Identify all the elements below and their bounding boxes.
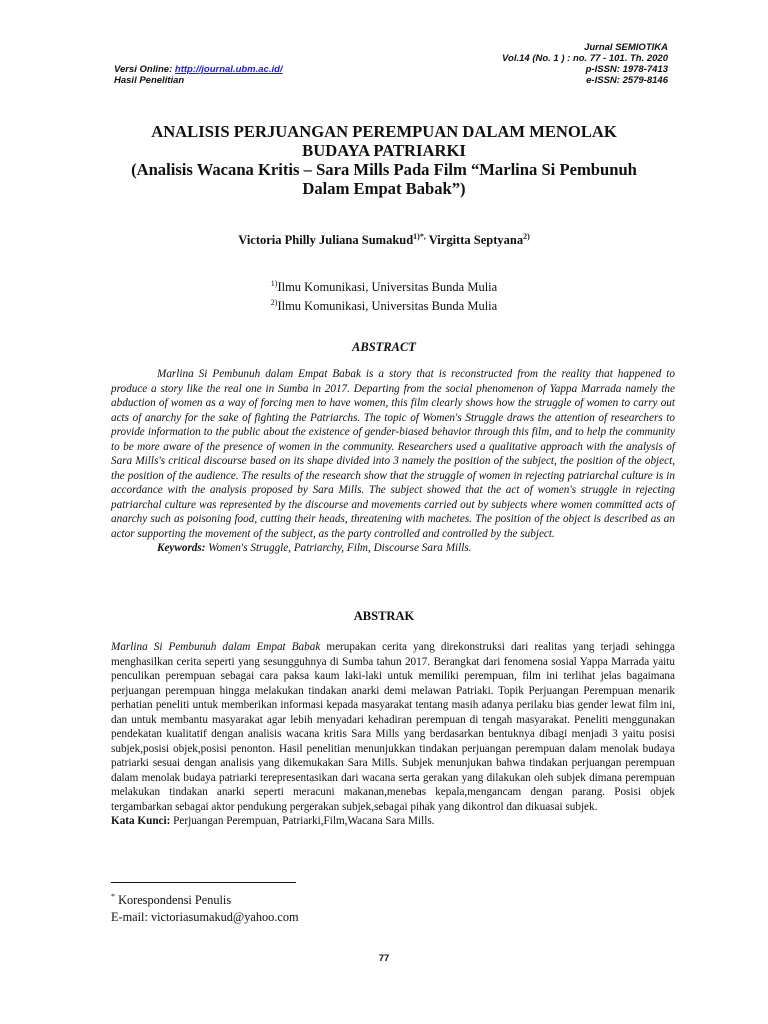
footnote-email: E-mail: victoriasumakud@yahoo.com — [111, 910, 299, 925]
abstract-heading: ABSTRACT — [352, 340, 416, 354]
keywords-label: Keywords: — [157, 542, 206, 554]
article-category: Hasil Penelitian — [114, 75, 185, 86]
abstract-keywords — [111, 541, 675, 556]
page-number: 77 — [378, 953, 390, 964]
journal-volume: Vol.14 (No. 1 ) : no. 77 - 101. Th. 2020 — [502, 53, 668, 64]
author-1-marker: 1)*, — [413, 232, 426, 241]
abstrak-keywords — [111, 814, 675, 829]
affiliation-2 — [100, 295, 668, 314]
keywords-text: Women's Struggle, Patriarchy, Film, Discourse Sara Mills. — [205, 542, 472, 554]
affiliation-list — [100, 276, 668, 314]
abstrak-section — [111, 640, 675, 829]
abstrak-heading: ABSTRAK — [353, 609, 415, 623]
journal-eissn: e-ISSN: 2579-8146 — [586, 75, 668, 86]
author-list — [100, 232, 668, 248]
title-line-2: BUDAYA PATRIARKI — [302, 141, 466, 160]
title-line-1: ANALISIS PERJUANGAN PEREMPUAN DALAM MENOLAK — [151, 122, 617, 141]
kata-kunci-text: Perjuangan Perempuan, Patriarki,Film,Wacana Sara Mills. — [170, 815, 435, 827]
author-2: Virgitta Septyana — [425, 233, 524, 248]
affiliation-1-marker: 1) — [270, 279, 278, 288]
affiliation-1 — [100, 276, 668, 295]
footnote-divider — [111, 882, 296, 883]
kata-kunci-label: Kata Kunci: — [111, 815, 171, 827]
abstrak-film-title: Marlina Si Pembunuh dalam Empat Babak — [111, 641, 321, 653]
affiliation-1-text: Ilmu Komunikasi, Universitas Bunda Mulia — [277, 280, 498, 295]
journal-pissn: p-ISSN: 1978-7413 — [585, 64, 668, 75]
journal-header-info — [502, 42, 668, 86]
footnote-marker: * — [111, 892, 115, 901]
online-version-label: Versi Online: — [114, 64, 175, 75]
affiliation-2-text: Ilmu Komunikasi, Universitas Bunda Mulia — [277, 299, 498, 314]
subtitle-line-1: (Analisis Wacana Kritis – Sara Mills Pada Film “Marlina Si Pembunuh — [131, 160, 637, 179]
journal-name: Jurnal SEMIOTIKA — [584, 42, 668, 53]
affiliation-2-marker: 2) — [270, 298, 278, 308]
paper-title — [100, 122, 668, 198]
abstrak-body: merupakan cerita yang direkonstruksi dari realitas yang terjadi sehingga menghasilkan cerita seperti yang sesungguhnya di Sumba tahun 2017. Berangkat dari fenomena sosial Yappa Marrada yaitu penculikan perempuan sebagai cara paksa kaum laki-laki untuk memiliki perempuan, film ini terlihat jelas bagaimana perjuangan perempuan hingga melakukan tindakan anarki demi melawan Patriaki. Topik Perjuangan Perempuan menarik perhatian peneliti untuk memberikan informasi kepada masyarakat tentang masih adanya perilaku bias gender lewat film ini, dan untuk membantu masyarakat agar lebih menyadari kehadiran perempuan di tengah masyarakat. Peneliti menggunakan pendekatan kualitatif dengan analisis wacana kritis Sara Mills yang berdasarkan bentuknya dibagi menjadi 3 yaitu posisi subjek,posisi objek,posisi penonton. Hasil penelitian menunjukkan tindakan perjuangan perempuan dalam menolak budaya patriarki sesuai dengan analisis yang dikemukakan Sara Mills. Subjek menunjukan bahwa tindakan perjuangan perempuan dalam menolak budaya patriarki terepresentasikan dari wacana serta gerakan yang dilakukan oleh subjek dimana perempuan melakukan tindakan anarki seperti meracuni makanan,menebas kepala,mengancam dengan parang. Posisi objek tergambarkan sebagai aktor pendukung pergerakan subjek,sebagai pihak yang dikontrol dan dikuasai subjek. — [111, 641, 675, 813]
footnote-correspondence: Korespondensi Penulis — [115, 893, 232, 908]
footnote — [111, 888, 299, 926]
abstrak-paragraph — [111, 640, 675, 814]
abstract-section — [111, 367, 675, 556]
subtitle-line-2: Dalam Empat Babak”) — [302, 179, 466, 198]
author-2-marker: 2) — [523, 232, 530, 241]
author-1: Victoria Philly Juliana Sumakud — [238, 233, 414, 248]
journal-header-online — [114, 64, 283, 86]
abstract-body: Marlina Si Pembunuh dalam Empat Babak is a story that is reconstructed from the reality that happened to produce a story like the real one in Sumba in 2017. Departing from the social phenomenon of Yappa Marrada namely the abduction of women as a way of forcing men to have women, this film clearly shows how the struggle of women to carry out acts of anarchy for the sake of fighting the Patriarchs. The topic of Women's Struggle draws the attention of researchers to provide information to the public about the existence of gender-biased behavior through this film, and to help the community to be more aware of the presence of women in the community. Researchers used a qualitative approach with the analysis of Sara Mills's critical discourse based on its shape divided into 3 namely the position of the subject, the position of the object, the position of the audience. The results of the research show that the struggle of women in rejecting patriarchal culture is in accordance with the analysis proposed by Sara Mills. The subject showed that the act of women's struggle in rejecting patriarchal culture was represented by the discourse and movements carried out by subjects where women committed acts of anarchy such as poisoning food, cutting their heads, threatening with machetes. The position of the object is described as an actor supporting the movement of the subject, as the party controlled and controlled by the subject. — [111, 368, 675, 540]
journal-url-link[interactable]: http://journal.ubm.ac.id/ — [174, 64, 283, 75]
